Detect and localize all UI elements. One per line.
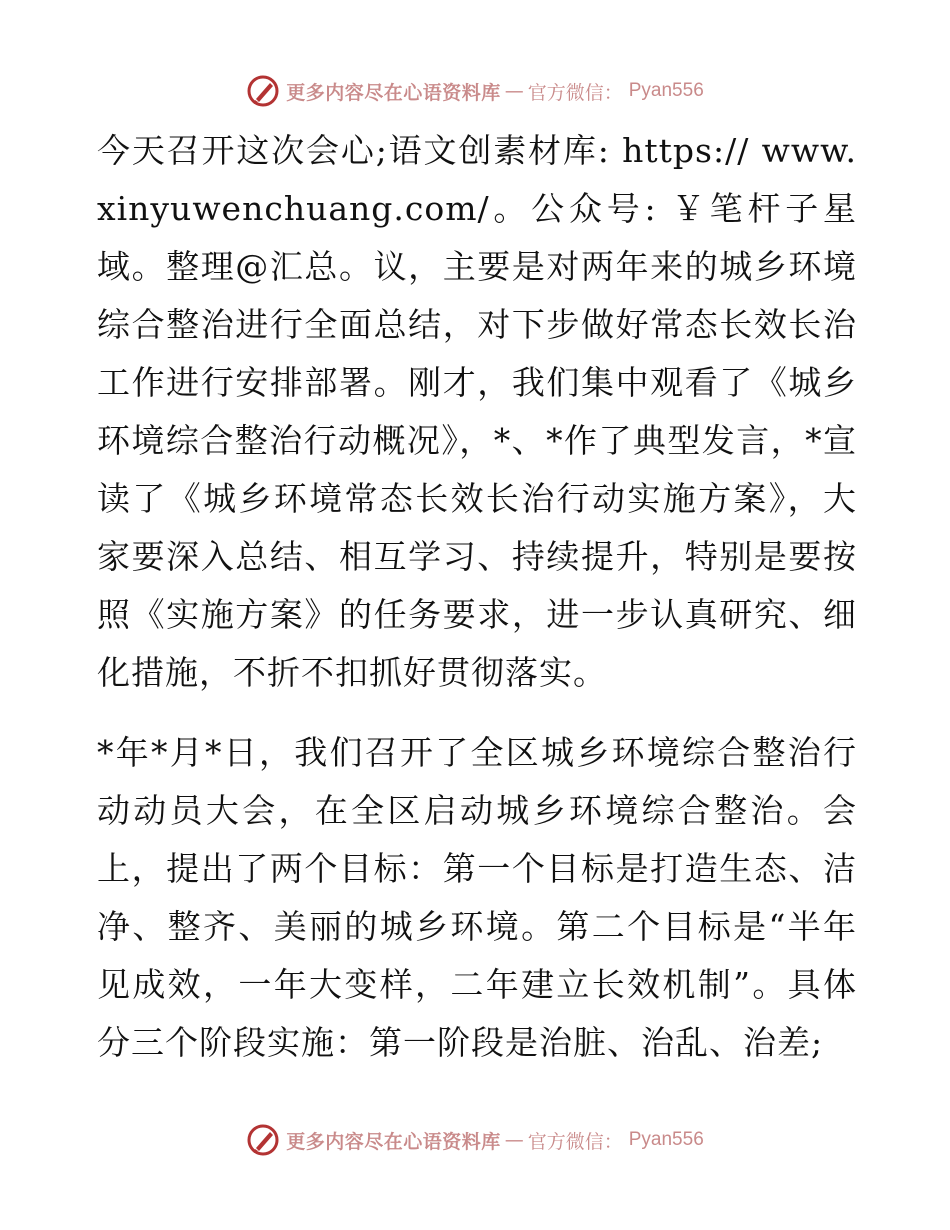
header-banner-separator: — bbox=[504, 80, 524, 102]
header-banner bbox=[0, 71, 950, 111]
pen-logo-icon bbox=[246, 1123, 280, 1157]
paragraph-2: *年*月*日，我们召开了全区城乡环境综合整治行动动员大会，在全区启动城乡环境综合整治。会上，提出了两个目标：第一个目标是打造生态、洁净、整齐、美丽的城乡环境。第二个目标是“半年见成效，一年大变样，二年建立长效机制”。具体分三个阶段实施：第一阶段是治脏、治乱、治差; bbox=[97, 733, 857, 1062]
footer-wechat-id: Pyan556 bbox=[628, 1129, 704, 1150]
pen-logo-icon bbox=[246, 74, 280, 108]
header-wechat-label: 官方微信： bbox=[527, 81, 623, 104]
document-body bbox=[97, 122, 857, 1072]
footer-banner-separator: — bbox=[504, 1129, 524, 1151]
paragraph-1: 今天召开这次会心;语文创素材库: https:// www.xinyuwenchuang.com/。公众号: ￥笔杆子星域。整理@汇总。议，主要是对两年来的城乡环境综合整治进行全面总结，对下步做好常态长效长治工作进行安排部署。刚才，我们集中观看了《城乡环境综合整治行动概况》，*、*作了典型发言，*宣读了《城乡环境常态长效长治行动实施方案》，大家要深入总结、相互学习、持续提升，特别是要按照《实施方案》的任务要求，进一步认真研究、细化措施，不折不扣抓好贯彻落实。 bbox=[97, 131, 857, 692]
header-banner-title: 更多内容尽在心语资料库 bbox=[286, 81, 501, 104]
footer-banner-title: 更多内容尽在心语资料库 bbox=[286, 1130, 501, 1153]
footer-banner bbox=[0, 1120, 950, 1160]
footer-wechat-label: 官方微信： bbox=[527, 1130, 623, 1153]
header-wechat-id: Pyan556 bbox=[628, 80, 704, 101]
